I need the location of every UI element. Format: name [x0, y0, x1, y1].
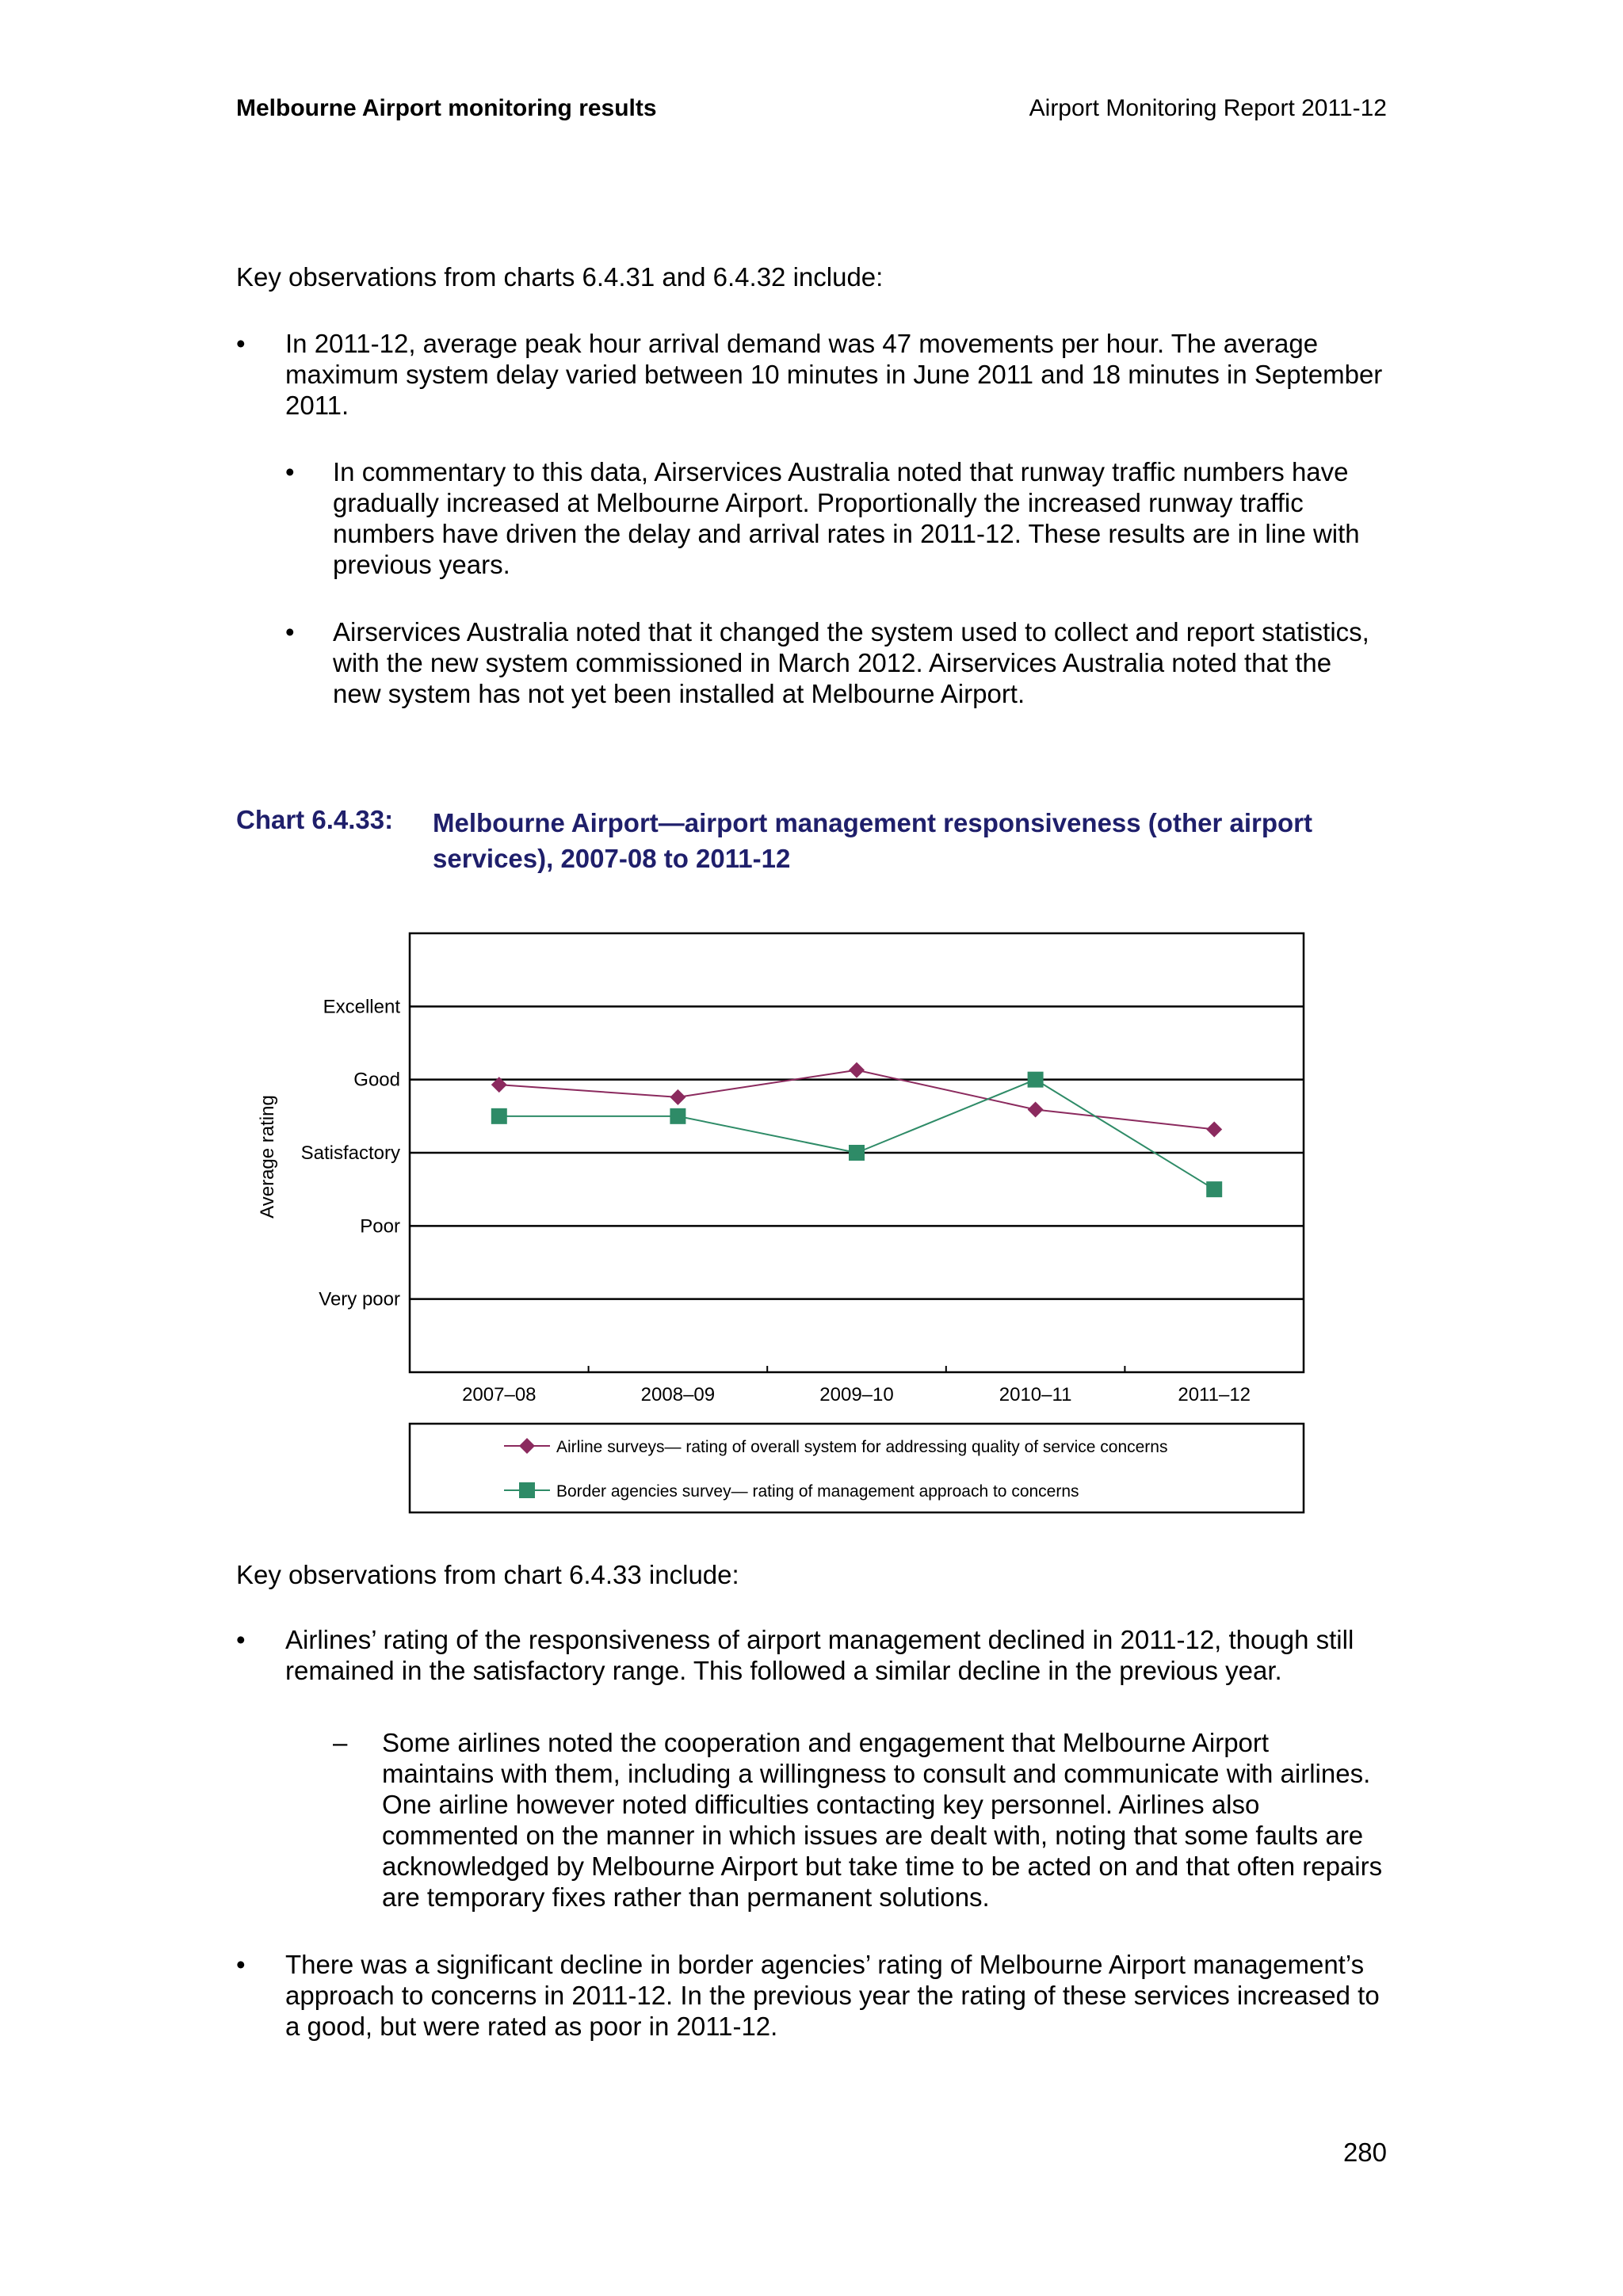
chart-label: Chart 6.4.33:: [236, 805, 394, 834]
y-tick-label: Satisfactory: [300, 1142, 400, 1164]
x-tick-label: 2011–12: [1178, 1384, 1251, 1405]
bullet-text: Airlines’ rating of the responsiveness of airport management declined in 2011-12, though still remained in the satisfactory range. This followed a similar decline in the previous year.: [285, 1625, 1354, 1685]
dash-mark: –: [333, 1728, 348, 1757]
bullet-text: There was a significant decline in border agencies’ rating of Melbourne Airport management’s approach to concerns in 2011-12. In the previous year the rating of these services increased to a good, but were rated as poor in 2011-12.: [285, 1950, 1380, 2041]
bullet-mark: •: [285, 617, 295, 646]
running-header-section: Melbourne Airport monitoring results: [236, 95, 657, 121]
running-header-report: Airport Monitoring Report 2011-12: [1029, 95, 1387, 121]
x-tick-label: 2010–11: [999, 1384, 1072, 1405]
legend-label: Airline surveys— rating of overall system for addressing quality of service concerns: [556, 1438, 1168, 1456]
x-tick-label: 2008–09: [640, 1384, 716, 1405]
y-tick-label: Good: [353, 1069, 400, 1091]
x-tick-label: 2007–08: [462, 1384, 537, 1405]
intro-paragraph-2: Key observations from chart 6.4.33 include:: [236, 1560, 739, 1589]
data-point: [1206, 1181, 1222, 1197]
x-tick-label: 2009–10: [819, 1384, 894, 1405]
chart-title: Melbourne Airport—airport management responsiveness (other airport services), 2007-08 to 2011-12: [433, 808, 1312, 873]
dash-text: Some airlines noted the cooperation and engagement that Melbourne Airport maintains with them, including a willingness to consult and communicate with airlines. One airline however noted difficulties contacting key personnel. Airlines also commented on the manner in which issues are dealt with, noting that some faults are acknowledged by Melbourne Airport but take time to be acted on and that often repairs are temporary fixes rather than permanent solutions.: [382, 1728, 1383, 1912]
legend-entry: [504, 1438, 1167, 1456]
y-tick-label: Poor: [360, 1215, 400, 1238]
bullet-mark: •: [236, 329, 246, 358]
bullet-mark: •: [285, 457, 295, 486]
data-point: [1028, 1072, 1044, 1088]
bullet-text: Airservices Australia noted that it changed the system used to collect and report statistics, with the new system commissioned in March 2012. Airservices Australia noted that the new system has not yet been installed at Melbourne Airport.: [333, 617, 1369, 708]
bullet-text: In 2011-12, average peak hour arrival demand was 47 movements per hour. The average maximum system delay varied between 10 minutes in June 2011 and 18 minutes in September 2011.: [285, 329, 1383, 420]
data-point: [670, 1108, 685, 1124]
y-axis-label: Average rating: [257, 1095, 278, 1219]
bullet-mark: •: [236, 1625, 246, 1654]
y-tick-label: Very poor: [319, 1288, 400, 1310]
data-point: [849, 1145, 865, 1161]
data-point: [491, 1108, 507, 1124]
bullet-text: In commentary to this data, Airservices Australia noted that runway traffic numbers have gradually increased at Melbourne Airport. Proportionally the increased runway traffic numbers have driven the delay and arrival rates in 2011-12. These results are in line with previous years.: [333, 457, 1360, 579]
bullet-mark: •: [236, 1950, 246, 1979]
legend-entry: [504, 1482, 1079, 1501]
intro-paragraph-1: Key observations from charts 6.4.31 and 6.4.32 include:: [236, 262, 884, 292]
y-tick-label: Excellent: [323, 996, 400, 1018]
legend-marker: [519, 1482, 535, 1498]
legend-label: Border agencies survey— rating of management approach to concerns: [556, 1482, 1079, 1501]
page-number: 280: [1342, 2138, 1387, 2167]
